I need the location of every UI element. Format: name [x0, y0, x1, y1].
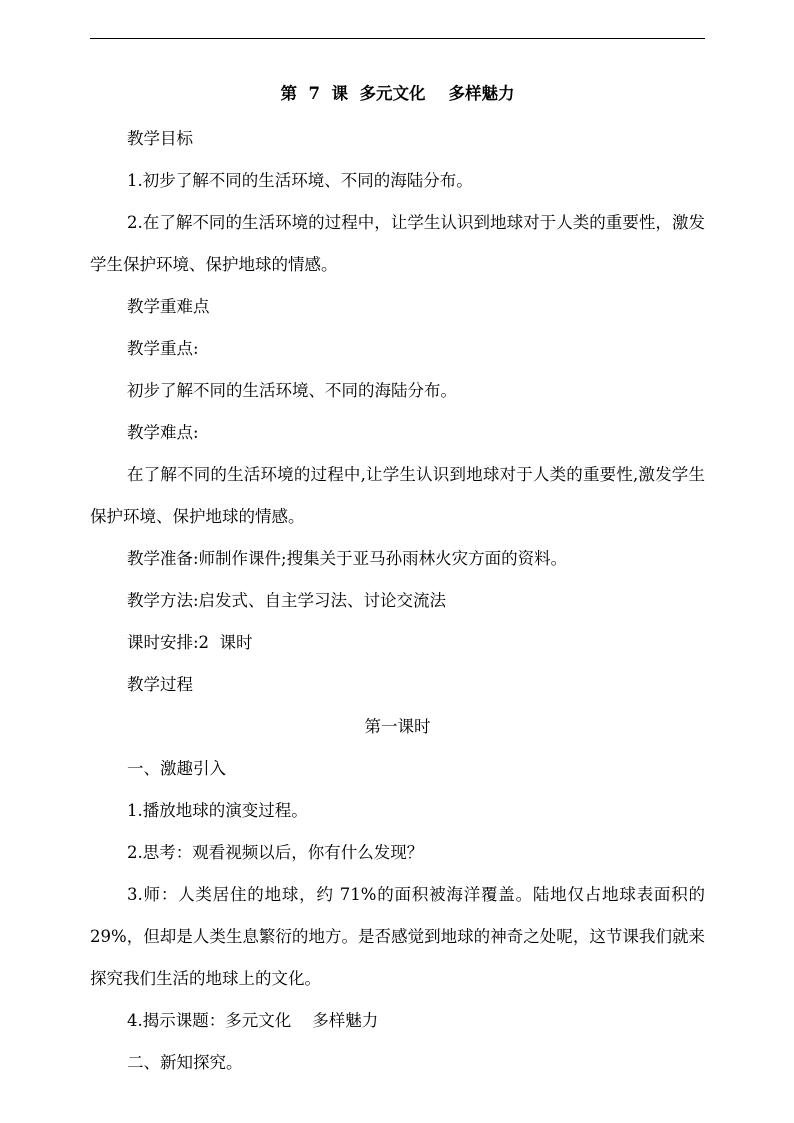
header-rule [90, 38, 705, 39]
step-heading-new-knowledge: 二、新知探究。 [127, 1053, 243, 1072]
section-heading-teaching-goals: 教学目标 [127, 129, 193, 148]
intro-item-4: 4.揭示课题：多元文化 多样魅力 [127, 1011, 379, 1030]
intro-item-2: 2.思考：观看视频以后，你有什么发现？ [127, 843, 424, 862]
intro-item-3: 3.师：人类居住的地球，约 71%的面积被海洋覆盖。陆地仅占地球表面积的 29%，但却是人类生息繁衍的地方。是否感觉到地球的神奇之处呢，这节课我们就来探究我们生活的地球上的文化。 [90, 885, 711, 988]
document-page [90, 80, 711, 1084]
section-heading-key-difficult-points: 教学重难点 [127, 297, 210, 316]
intro-item-1: 1.播放地球的演变过程。 [127, 801, 308, 820]
difficult-point-label: 教学难点: [127, 423, 199, 442]
goal-item-1: 1.初步了解不同的生活环境、不同的海陆分布。 [127, 171, 473, 190]
section-heading-teaching-process: 教学过程 [127, 675, 193, 694]
key-point-text: 初步了解不同的生活环境、不同的海陆分布。 [127, 381, 457, 400]
key-point-label: 教学重点: [127, 339, 199, 358]
class-schedule: 课时安排:2 课时 [127, 633, 253, 652]
goal-item-2: 2.在了解不同的生活环境的过程中，让学生认识到地球对于人类的重要性，激发学生保护环境、保护地球的情感。 [90, 213, 705, 274]
teaching-preparation: 教学准备:师制作课件;搜集关于亚马孙雨林火灾方面的资料。 [127, 549, 568, 568]
difficult-point-text: 在了解不同的生活环境的过程中,让学生认识到地球对于人类的重要性,激发学生保护环境、保护地球的情感。 [90, 465, 705, 526]
lesson-title: 第 7 课 多元文化 多样魅力 [280, 84, 515, 103]
teaching-methods: 教学方法:启发式、自主学习法、讨论交流法 [127, 591, 447, 610]
step-heading-introduction: 一、激趣引入 [127, 759, 226, 778]
first-lesson-heading: 第一课时 [364, 717, 431, 736]
